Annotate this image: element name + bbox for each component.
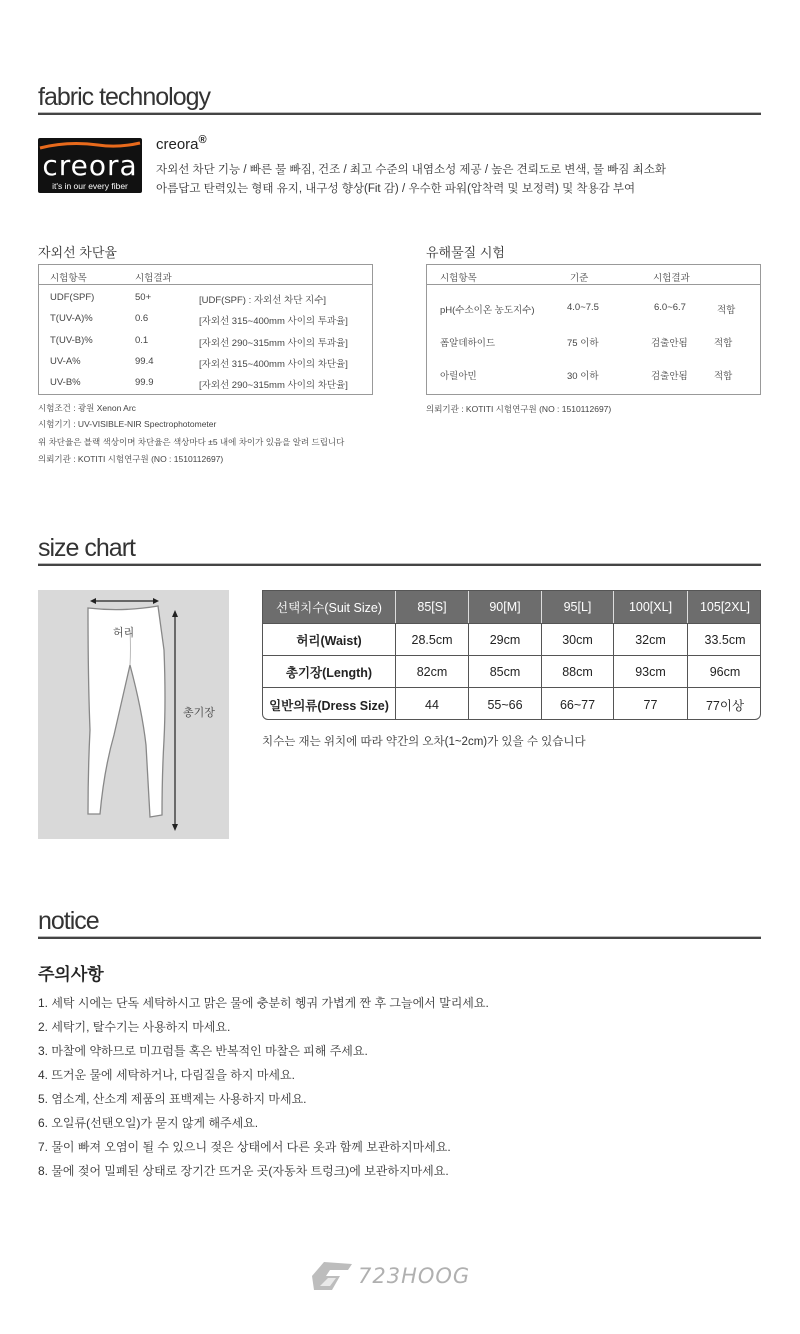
uv-row-result: 0.6 (135, 313, 149, 324)
uv-row-result: 99.9 (135, 377, 154, 388)
notice-item: 2. 세탁기, 탈수기는 사용하지 마세요. (38, 1020, 231, 1034)
notice-item: 5. 염소계, 산소계 제품의 표백제는 사용하지 마세요. (38, 1092, 307, 1106)
uv-header-result: 시험결과 (135, 273, 172, 284)
harmful-row-item: 폼알데하이드 (440, 338, 496, 349)
uv-row-item: UV-B% (50, 377, 81, 388)
notice-heading: 주의사항 (38, 965, 104, 984)
size-cell: 29cm (469, 624, 542, 655)
uv-row-result: 0.1 (135, 335, 149, 346)
size-cell: 30cm (542, 624, 614, 655)
size-note: 치수는 재는 위치에 따라 약간의 오차(1~2cm)가 있을 수 있습니다 (262, 736, 586, 748)
notice-item: 7. 물이 빠져 오염이 될 수 있으니 젖은 상태에서 다른 옷과 함께 보관하지마세요. (38, 1140, 451, 1154)
length-label: 총기장 (183, 707, 215, 719)
uv-note: 시험기기 : UV-VISIBLE-NIR Spectrophotometer (38, 419, 217, 429)
size-header-cell: 95[L] (542, 591, 614, 623)
waist-label: 허리 (113, 627, 135, 639)
harmful-row-verdict: 적합 (714, 371, 733, 382)
size-table (262, 590, 761, 720)
registered-mark: ® (198, 134, 207, 146)
uv-table-title: 자외선 차단율 (38, 245, 117, 260)
creora-logo-tagline: it's in our every fiber (52, 181, 128, 191)
size-cell: 85cm (469, 656, 542, 687)
size-table-row (263, 655, 760, 687)
uv-row-item: UV-A% (50, 356, 81, 367)
size-cell: 44 (396, 688, 469, 720)
uv-note: 시험조건 : 광원 Xenon Arc (38, 403, 136, 413)
size-cell: 82cm (396, 656, 469, 687)
harmful-row-item: 아릴아민 (440, 371, 477, 382)
section-divider (38, 112, 761, 115)
size-header-cell: 85[S] (396, 591, 469, 623)
harmful-row-result: 검출안됨 (651, 371, 688, 382)
fabric-technology-title: fabric technology (38, 83, 211, 111)
leggings-figure (38, 590, 229, 839)
harmful-header-standard: 기준 (570, 273, 589, 284)
size-table-row (263, 687, 760, 720)
uv-row-item: T(UV-A)% (50, 313, 93, 324)
size-header-cell: 105[2XL] (688, 591, 761, 623)
section-divider (38, 563, 761, 566)
size-cell: 55~66 (469, 688, 542, 720)
uv-row-note: [자외선 315~400mm 사이의 투과율] (199, 316, 348, 327)
harmful-header-result: 시험결과 (653, 273, 690, 284)
creora-name: creora® (156, 134, 207, 153)
size-cell: 77이상 (705, 698, 745, 713)
notice-item: 6. 오일류(선탠오일)가 묻지 않게 해주세요. (38, 1116, 259, 1130)
uv-note: 의뢰기관 : KOTITI 시험연구원 (NO : 1510112697) (38, 454, 224, 464)
uv-row-result: 50+ (135, 292, 152, 303)
brand-name: 723HOOG (358, 1264, 471, 1288)
uv-row-note: [자외선 315~400mm 사이의 차단율] (199, 359, 348, 370)
size-row-label: 총기장(Length) (263, 656, 396, 687)
size-header-cell: 100[XL] (614, 591, 688, 623)
size-cell: 66~77 (542, 688, 614, 720)
uv-row-note: [UDF(SPF) : 자외선 차단 지수] (199, 295, 327, 306)
size-row-label: 일반의류(Dress Size) (263, 688, 396, 720)
size-cell: 28.5cm (396, 624, 469, 655)
uv-header-item: 시험항목 (50, 273, 87, 284)
notice-item: 1. 세탁 시에는 단독 세탁하시고 맑은 물에 충분히 헹궈 가볍게 짠 후 그늘에서 말리세요. (38, 996, 489, 1010)
harmful-row-item: pH(수소이온 농도지수) (440, 305, 535, 316)
creora-description-1: 자외선 차단 기능 / 빠른 물 빠짐, 건조 / 최고 수준의 내염소성 제공 / 높은 견뢰도로 변색, 물 빠짐 최소화 (156, 164, 666, 176)
notice-item: 8. 물에 젖어 밀폐된 상태로 장기간 뜨거운 곳(자동차 트렁크)에 보관하지마세요. (38, 1164, 449, 1178)
uv-row-item: T(UV-B)% (50, 335, 93, 346)
creora-description-2: 아름답고 탄력있는 형태 유지, 내구성 향상(Fit 감) / 우수한 파워(압착력 및 보정력) 및 착용감 부여 (156, 183, 636, 195)
harmful-row-verdict: 적합 (717, 305, 736, 316)
harmful-row-standard: 30 이하 (567, 371, 599, 382)
size-table-row (263, 623, 760, 655)
size-cell: 33.5cm (704, 632, 746, 647)
creora-logo-word: creora (42, 149, 138, 182)
uv-table (38, 264, 373, 395)
notice-item: 4. 뜨거운 물에 세탁하거나, 다림질을 하지 마세요. (38, 1068, 295, 1082)
uv-row-note: [자외선 290~315mm 사이의 투과율] (199, 338, 348, 349)
uv-row-item: UDF(SPF) (50, 292, 95, 303)
size-table-header-row (263, 591, 760, 623)
size-cell: 96cm (709, 664, 741, 679)
uv-row-result: 99.4 (135, 356, 154, 367)
uv-note: 위 차단율은 블랙 색상이며 차단율은 색상마다 ±5 내에 차이가 있음을 알려 드립니다 (38, 437, 345, 447)
notice-item: 3. 마찰에 약하므로 미끄럼틀 혹은 반복적인 마찰은 피해 주세요. (38, 1044, 368, 1058)
harmful-header-item: 시험항목 (440, 273, 477, 284)
harmful-table (426, 264, 761, 395)
size-header-cell: 선택치수(Suit Size) (263, 591, 396, 623)
brand-logo (306, 1256, 496, 1296)
harmful-row-standard: 75 이하 (567, 338, 599, 349)
section-divider (38, 936, 761, 939)
harmful-note: 의뢰기관 : KOTITI 시험연구원 (NO : 1510112697) (426, 404, 612, 414)
size-cell: 32cm (614, 624, 688, 655)
size-cell: 88cm (542, 656, 614, 687)
size-cell: 77 (614, 688, 688, 720)
creora-logo (38, 138, 142, 193)
harmful-row-verdict: 적합 (714, 338, 733, 349)
uv-table-header (39, 265, 372, 285)
size-chart-title: size chart (38, 534, 135, 562)
harmful-table-title: 유해물질 시험 (426, 245, 505, 260)
size-row-label: 허리(Waist) (263, 624, 396, 655)
harmful-row-result: 6.0~6.7 (654, 302, 686, 313)
size-cell: 93cm (614, 656, 688, 687)
notice-title: notice (38, 907, 99, 935)
harmful-row-result: 검출안됨 (651, 338, 688, 349)
uv-row-note: [자외선 290~315mm 사이의 차단율] (199, 380, 348, 391)
size-header-cell: 90[M] (469, 591, 542, 623)
harmful-row-standard: 4.0~7.5 (567, 302, 599, 313)
